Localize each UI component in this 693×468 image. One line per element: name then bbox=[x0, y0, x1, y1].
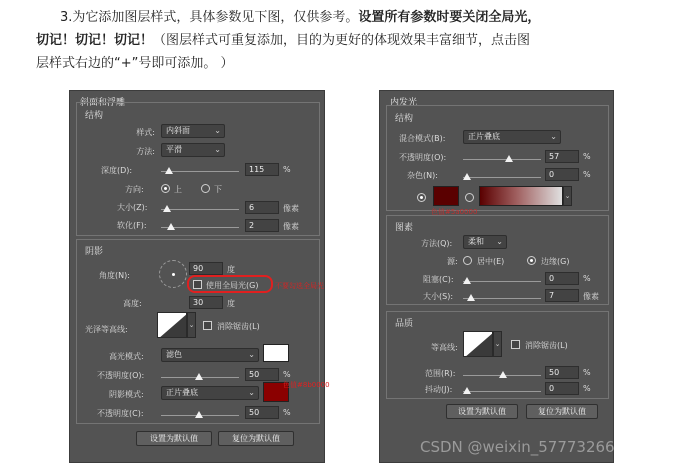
blend-mode-label: 混合模式(B): bbox=[399, 134, 446, 143]
jitter-thumb[interactable] bbox=[463, 387, 471, 394]
choke-track[interactable] bbox=[463, 281, 541, 282]
opacity-thumb[interactable] bbox=[505, 155, 513, 162]
direction-down-label: 下 bbox=[214, 185, 222, 194]
annotation-global-text: 不要勾选全局光 bbox=[275, 282, 324, 290]
highlight-mode-select[interactable] bbox=[161, 348, 259, 362]
chevron-down-icon: ⌄ bbox=[494, 340, 501, 348]
altitude-unit: 度 bbox=[227, 299, 235, 308]
chevron-down-icon: ⌄ bbox=[214, 126, 221, 135]
range-thumb[interactable] bbox=[499, 371, 507, 378]
direction-up-label: 上 bbox=[174, 185, 182, 194]
glow-size-thumb[interactable] bbox=[467, 294, 475, 301]
range-label: 范围(R): bbox=[425, 369, 456, 378]
angle-dial[interactable] bbox=[159, 260, 187, 288]
intro-line-2 bbox=[36, 29, 656, 52]
soften-slider-thumb[interactable] bbox=[167, 223, 175, 230]
opacity-track[interactable] bbox=[463, 159, 541, 160]
structure-group bbox=[76, 102, 320, 236]
shadow-mode-select[interactable] bbox=[161, 386, 259, 400]
technique-value: 平滑 bbox=[166, 145, 182, 154]
inner-glow-panel bbox=[379, 90, 614, 463]
chevron-down-icon: ⌄ bbox=[564, 192, 571, 200]
angle-input[interactable]: 90 bbox=[189, 262, 223, 275]
choke-label: 阻塞(C): bbox=[423, 275, 454, 284]
make-default-button[interactable]: 设置为默认值 bbox=[136, 431, 212, 446]
source-label: 源: bbox=[447, 257, 458, 266]
glow-elements-group bbox=[386, 215, 609, 305]
highlight-opacity-thumb[interactable] bbox=[195, 373, 203, 380]
chevron-down-icon: ⌄ bbox=[188, 321, 195, 329]
annotation-shadow-text: 色值#8b0000 bbox=[283, 381, 330, 389]
shadow-opacity-unit: % bbox=[283, 408, 291, 417]
altitude-label: 高度: bbox=[123, 299, 142, 308]
highlight-mode-label: 高光模式: bbox=[109, 352, 144, 361]
blend-mode-value: 正片叠底 bbox=[468, 132, 500, 141]
source-edge-radio[interactable] bbox=[527, 256, 536, 265]
depth-label: 深度(D): bbox=[101, 166, 133, 175]
glow-technique-label: 方法(Q): bbox=[421, 239, 453, 248]
shading-group bbox=[76, 239, 330, 424]
blend-mode-select[interactable] bbox=[463, 130, 561, 144]
size-slider-track[interactable] bbox=[161, 209, 239, 210]
depth-unit: % bbox=[283, 165, 291, 174]
technique-select[interactable] bbox=[161, 143, 225, 157]
group-title: 图素 bbox=[395, 223, 414, 233]
opacity-label: 不透明度(O): bbox=[399, 153, 447, 162]
intro-line-2-bold: 切记！切记！切记！ bbox=[36, 33, 154, 48]
contour-dropdown[interactable] bbox=[493, 331, 502, 357]
chevron-down-icon: ⌄ bbox=[496, 237, 503, 246]
intro-line-1-bold: 设置所有参数时要关闭全局光， bbox=[358, 10, 541, 25]
shadow-opacity-label: 不透明度(C): bbox=[97, 409, 144, 418]
altitude-input[interactable]: 30 bbox=[189, 296, 223, 309]
solid-color-radio[interactable] bbox=[417, 193, 426, 202]
shadow-mode-value: 正片叠底 bbox=[166, 388, 198, 397]
intro-line-2-text: （图层样式可重复添加，目的为更好的体现效果丰富细节，点击图 bbox=[153, 33, 531, 48]
jitter-label: 抖动(J): bbox=[425, 385, 453, 394]
size-label: 大小(Z): bbox=[117, 203, 148, 212]
direction-down-radio[interactable] bbox=[201, 184, 210, 193]
glow-make-default-button[interactable]: 设置为默认值 bbox=[446, 404, 518, 419]
contour-preview[interactable] bbox=[463, 331, 493, 357]
intro-line-3-text: 层样式右边的“+”号即可添加。 ） bbox=[36, 56, 234, 71]
opacity-input[interactable]: 57 bbox=[545, 150, 579, 163]
intro-line-3 bbox=[36, 52, 656, 75]
annotation-color-text: 色值#5a0000 bbox=[431, 208, 478, 216]
style-value: 内斜面 bbox=[166, 126, 190, 135]
glow-size-input[interactable]: 7 bbox=[545, 289, 579, 302]
bevel-emboss-panel bbox=[69, 90, 330, 463]
watermark: CSDN @weixin_57773266 bbox=[420, 438, 615, 456]
group-title: 结构 bbox=[85, 111, 104, 121]
group-title: 阴影 bbox=[85, 247, 104, 257]
glow-reset-default-button[interactable]: 复位为默认值 bbox=[526, 404, 598, 419]
glow-anti-alias-label: 消除锯齿(L) bbox=[525, 341, 568, 350]
shadow-opacity-thumb[interactable] bbox=[195, 411, 203, 418]
shadow-opacity-input[interactable]: 50 bbox=[245, 406, 279, 419]
highlight-opacity-input[interactable]: 50 bbox=[245, 368, 279, 381]
panel-title: 斜面和浮雕 bbox=[80, 98, 126, 108]
depth-input[interactable]: 115 bbox=[245, 163, 279, 176]
chevron-down-icon: ⌄ bbox=[550, 132, 557, 141]
glow-technique-select[interactable] bbox=[463, 235, 507, 249]
range-input[interactable]: 50 bbox=[545, 366, 579, 379]
chevron-down-icon: ⌄ bbox=[248, 388, 255, 397]
gradient-preview[interactable] bbox=[479, 186, 563, 206]
highlight-color-swatch[interactable] bbox=[263, 344, 289, 362]
glow-size-unit: 像素 bbox=[583, 292, 599, 301]
direction-label: 方向: bbox=[125, 185, 144, 194]
noise-track[interactable] bbox=[463, 177, 541, 178]
depth-slider-thumb[interactable] bbox=[165, 167, 173, 174]
noise-unit: % bbox=[583, 170, 591, 179]
intro-text bbox=[36, 6, 656, 75]
size-unit: 像素 bbox=[283, 204, 299, 213]
gloss-contour-preview[interactable] bbox=[157, 312, 187, 338]
shadow-mode-label: 阴影模式: bbox=[109, 390, 144, 399]
choke-input[interactable]: 0 bbox=[545, 272, 579, 285]
angle-unit: 度 bbox=[227, 265, 235, 274]
gradient-dropdown[interactable] bbox=[563, 186, 572, 206]
contour-curve-icon bbox=[158, 313, 187, 338]
glow-technique-value: 柔和 bbox=[468, 237, 484, 246]
size-input[interactable]: 6 bbox=[245, 201, 279, 214]
soften-label: 软化(F): bbox=[117, 221, 147, 230]
choke-unit: % bbox=[583, 274, 591, 283]
choke-thumb[interactable] bbox=[463, 277, 471, 284]
chevron-down-icon: ⌄ bbox=[248, 350, 255, 359]
noise-thumb[interactable] bbox=[463, 173, 471, 180]
highlight-opacity-unit: % bbox=[283, 370, 291, 379]
technique-label: 方法: bbox=[136, 147, 155, 156]
noise-label: 杂色(N): bbox=[407, 171, 438, 180]
anti-alias-label: 消除锯齿(L) bbox=[217, 322, 260, 331]
jitter-track[interactable] bbox=[463, 391, 541, 392]
glow-anti-alias-checkbox[interactable] bbox=[511, 340, 520, 349]
glow-structure-group bbox=[386, 105, 609, 216]
global-light-label: 使用全局光(G) bbox=[206, 281, 259, 290]
range-unit: % bbox=[583, 368, 591, 377]
group-title: 品质 bbox=[395, 319, 414, 329]
source-center-label: 居中(E) bbox=[477, 257, 505, 266]
highlight-opacity-label: 不透明度(O): bbox=[97, 371, 145, 380]
size-slider-thumb[interactable] bbox=[163, 205, 171, 212]
glow-quality-group bbox=[386, 311, 609, 399]
gloss-contour-label: 光泽等高线: bbox=[85, 325, 128, 334]
gloss-contour-dropdown[interactable] bbox=[187, 312, 196, 338]
panel-title: 内发光 bbox=[390, 98, 418, 108]
angle-label: 角度(N): bbox=[99, 271, 130, 280]
jitter-unit: % bbox=[583, 384, 591, 393]
glow-size-label: 大小(S): bbox=[423, 292, 454, 301]
highlight-mode-value: 滤色 bbox=[166, 350, 182, 359]
opacity-unit: % bbox=[583, 152, 591, 161]
source-edge-label: 边缘(G) bbox=[541, 257, 570, 266]
style-select[interactable] bbox=[161, 124, 225, 138]
jitter-input[interactable]: 0 bbox=[545, 382, 579, 395]
intro-line-1 bbox=[36, 6, 656, 29]
soften-unit: 像素 bbox=[283, 222, 299, 231]
contour-label: 等高线: bbox=[431, 343, 458, 352]
anti-alias-checkbox[interactable] bbox=[203, 321, 212, 330]
group-title: 结构 bbox=[395, 114, 414, 124]
contour-curve-icon bbox=[464, 332, 493, 357]
style-label: 样式: bbox=[136, 128, 155, 137]
glow-color-swatch[interactable] bbox=[433, 186, 459, 206]
soften-input[interactable]: 2 bbox=[245, 219, 279, 232]
intro-line-1-text: 3.为它添加图层样式，具体参数见下图，仅供参考。 bbox=[60, 10, 359, 25]
source-center-radio[interactable] bbox=[463, 256, 472, 265]
chevron-down-icon: ⌄ bbox=[214, 145, 221, 154]
noise-input[interactable]: 0 bbox=[545, 168, 579, 181]
gradient-radio[interactable] bbox=[465, 193, 474, 202]
direction-up-radio[interactable] bbox=[161, 184, 170, 193]
reset-default-button[interactable]: 复位为默认值 bbox=[218, 431, 294, 446]
annotation-box bbox=[187, 275, 273, 293]
